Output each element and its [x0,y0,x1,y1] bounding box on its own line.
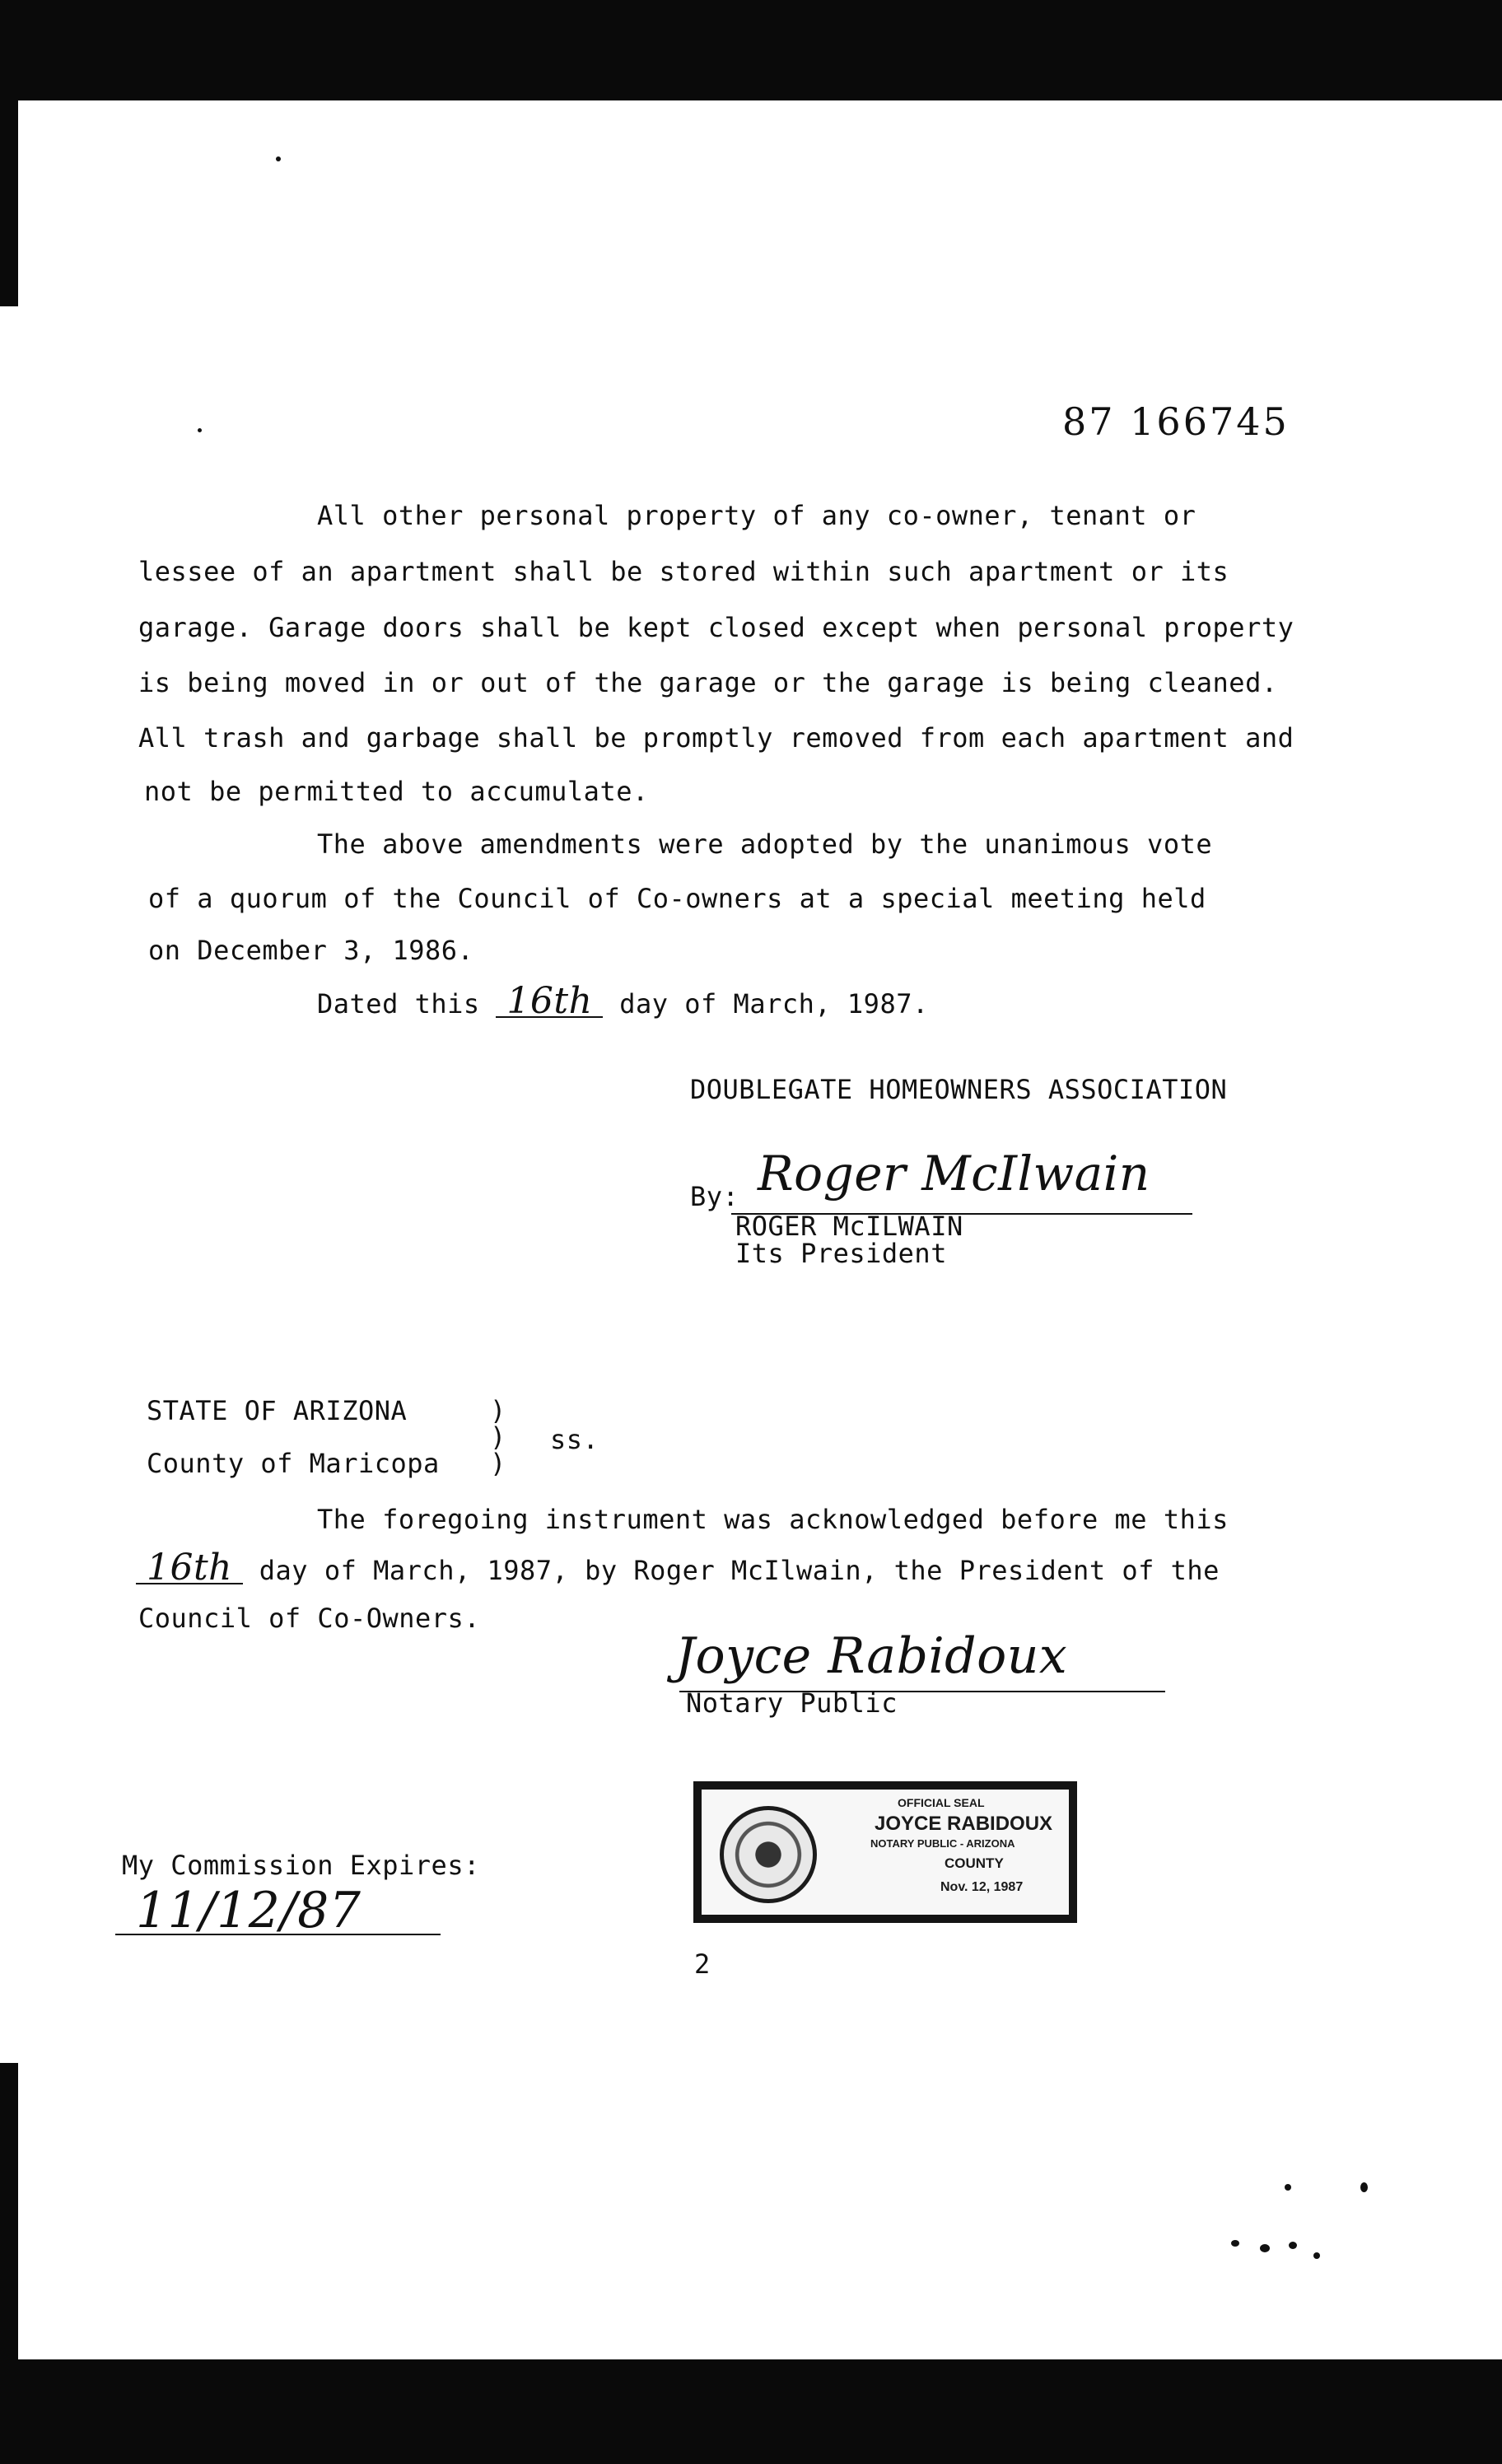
dated-line [317,980,929,1022]
acknowledgment-day-handwritten: 16th [136,1553,243,1584]
by-label: By: [690,1181,739,1212]
notary-label: Notary Public [686,1687,898,1719]
signer-title: Its President [735,1238,947,1269]
scan-speck [1231,2240,1239,2247]
commission-date-line [115,1934,441,1935]
president-signature: Roger McIlwain [758,1146,1150,1202]
venue-bracket: ) [490,1448,506,1479]
seal-notary-name: JOYCE RABIDOUX [875,1813,1053,1835]
scan-speck [1360,2182,1368,2192]
arizona-seal-emblem-icon [720,1806,817,1903]
dated-day-handwritten: 16th [496,987,603,1018]
acknowledgment-line [136,1547,1220,1589]
scan-speck [276,156,281,161]
seal-county: COUNTY [945,1855,1004,1871]
body-paragraph-line: All other personal property of any co-owner, tenant or [317,500,1196,531]
dated-suffix: day of March, 1987. [619,988,929,1020]
scan-speck [1285,2184,1291,2191]
seal-notary-public: NOTARY PUBLIC - ARIZONA [870,1837,1015,1850]
body-paragraph-line: The above amendments were adopted by the unanimous vote [317,828,1213,860]
signer-name: ROGER McILWAIN [735,1211,963,1242]
commission-date-handwritten: 11/12/87 [136,1882,362,1939]
body-paragraph-line: on December 3, 1986. [148,935,474,966]
body-paragraph-line: not be permitted to accumulate. [144,776,649,807]
body-paragraph-line: garage. Garage doors shall be kept closed except when personal property [138,612,1294,643]
venue-state: STATE OF ARIZONA [147,1395,408,1426]
seal-heading: OFFICIAL SEAL [898,1796,985,1809]
page-number: 2 [694,1948,711,1980]
top-scan-edge [0,0,1502,100]
left-scan-edge [0,100,18,306]
organization-name: DOUBLEGATE HOMEOWNERS ASSOCIATION [690,1074,1228,1105]
scan-speck [198,428,202,432]
scan-speck [1260,2244,1270,2252]
dated-prefix: Dated this [317,988,480,1020]
acknowledgment-line: The foregoing instrument was acknowledged before me this [317,1504,1229,1535]
body-paragraph-line: is being moved in or out of the garage or the garage is being cleaned. [138,667,1278,698]
venue-bracket: ) [490,1395,506,1426]
scan-speck [1313,2252,1320,2259]
acknowledgment-day-text: day of March, 1987, by Roger McIlwain, the President of the [259,1555,1220,1586]
left-scan-edge-lower [0,2063,18,2359]
scan-speck [1289,2242,1297,2249]
bottom-scan-edge [0,2359,1502,2464]
document-number: 87 166745 [1062,399,1290,444]
acknowledgment-line: Council of Co-Owners. [138,1603,481,1634]
venue-county: County of Maricopa [147,1448,440,1479]
notary-seal-stamp [693,1781,1077,1923]
venue-ss: ss. [550,1424,599,1455]
body-paragraph-line: lessee of an apartment shall be stored within such apartment or its [138,556,1229,587]
seal-expiration: Nov. 12, 1987 [940,1880,1024,1894]
notary-signature: Joyce Rabidoux [675,1627,1068,1685]
body-paragraph-line: of a quorum of the Council of Co-owners at a special meeting held [148,883,1206,914]
venue-bracket: ) [490,1421,506,1453]
commission-label: My Commission Expires: [122,1850,480,1881]
body-paragraph-line: All trash and garbage shall be promptly removed from each apartment and [138,722,1294,754]
